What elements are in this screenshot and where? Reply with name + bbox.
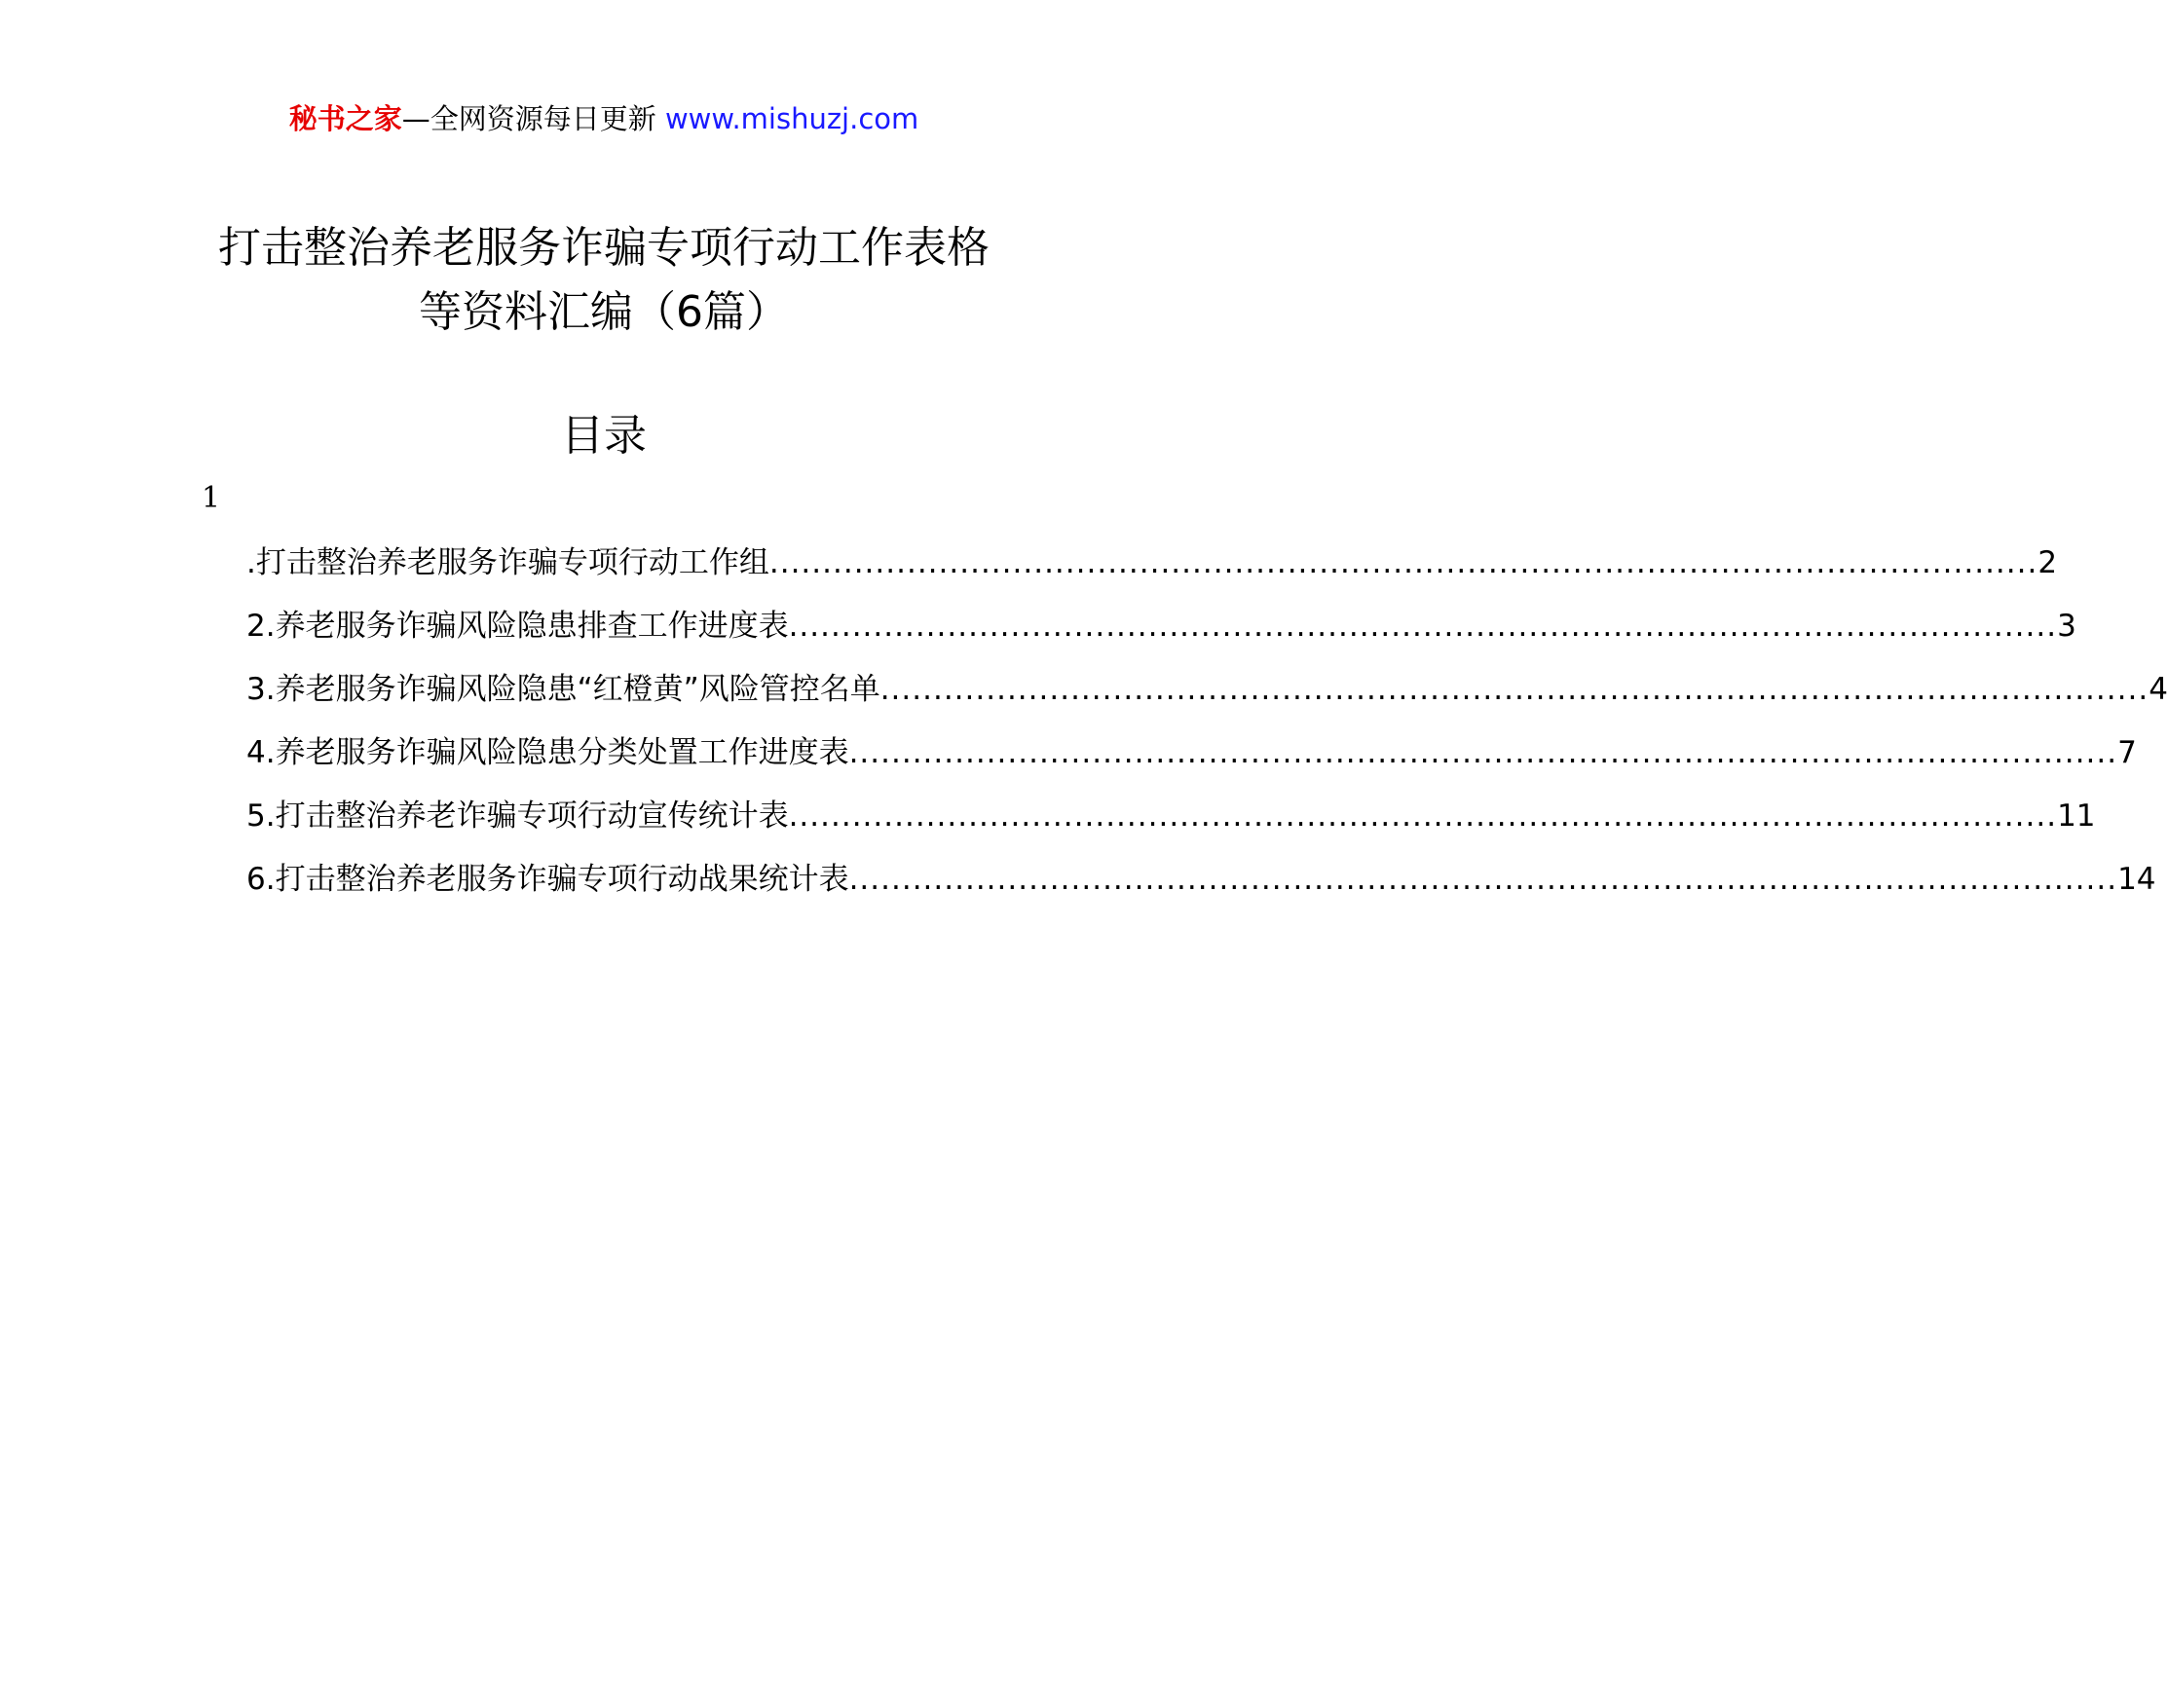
toc-entry-page: 2 (2037, 545, 2058, 580)
toc-dot-leader: ........................................................................................................................ (879, 672, 2149, 707)
toc-entry-label: 3.养老服务诈骗风险隐患“红橙黄”风险管控名单 (246, 672, 880, 707)
banner-slogan: —全网资源每日更新 (401, 102, 656, 135)
toc-entry-3[interactable] (246, 668, 2168, 731)
toc-entry-page: 4 (2149, 672, 2168, 707)
toc-entry-2[interactable] (246, 605, 2076, 668)
toc-entry-1[interactable] (246, 541, 2058, 605)
toc-dot-leader: ........................................................................................................................ (788, 798, 2058, 834)
toc-entry-4[interactable] (246, 731, 2137, 795)
toc-stray-number: 1 (202, 481, 221, 515)
toc-entry-page: 11 (2057, 798, 2096, 834)
document-title-line-2: 等资料汇编（6篇） (419, 287, 789, 337)
toc-dot-leader: ........................................................................................................................ (848, 735, 2118, 770)
toc-dot-leader: ........................................................................................................................ (848, 862, 2118, 897)
toc-dot-leader: ........................................................................................................................ (788, 609, 2058, 644)
toc-entry-page: 3 (2057, 609, 2076, 644)
toc-entry-page: 14 (2117, 862, 2156, 897)
toc-dot-leader: ........................................................................................................................ (768, 545, 2038, 580)
toc-entry-label: 2.养老服务诈骗风险隐患排查工作进度表 (246, 609, 789, 644)
toc-entry-label: 5.打击整治养老诈骗专项行动宣传统计表 (246, 798, 789, 834)
table-of-contents (246, 541, 2168, 921)
toc-heading: 目录 (561, 411, 647, 461)
document-title (0, 216, 1208, 345)
site-banner (0, 99, 1208, 138)
document-title-line-1: 打击整治养老服务诈骗专项行动工作表格 (218, 223, 990, 273)
toc-entry-5[interactable] (246, 795, 2096, 858)
toc-entry-label: .打击整治养老服务诈骗专项行动工作组 (246, 545, 769, 580)
toc-entry-label: 6.打击整治养老服务诈骗专项行动战果统计表 (246, 862, 849, 897)
toc-entry-page: 7 (2117, 735, 2137, 770)
banner-url-link[interactable]: www.mishuzj.com (664, 102, 919, 135)
toc-entry-label: 4.养老服务诈骗风险隐患分类处置工作进度表 (246, 735, 849, 770)
banner-brand: 秘书之家 (288, 102, 402, 135)
toc-entry-6[interactable] (246, 858, 2156, 921)
